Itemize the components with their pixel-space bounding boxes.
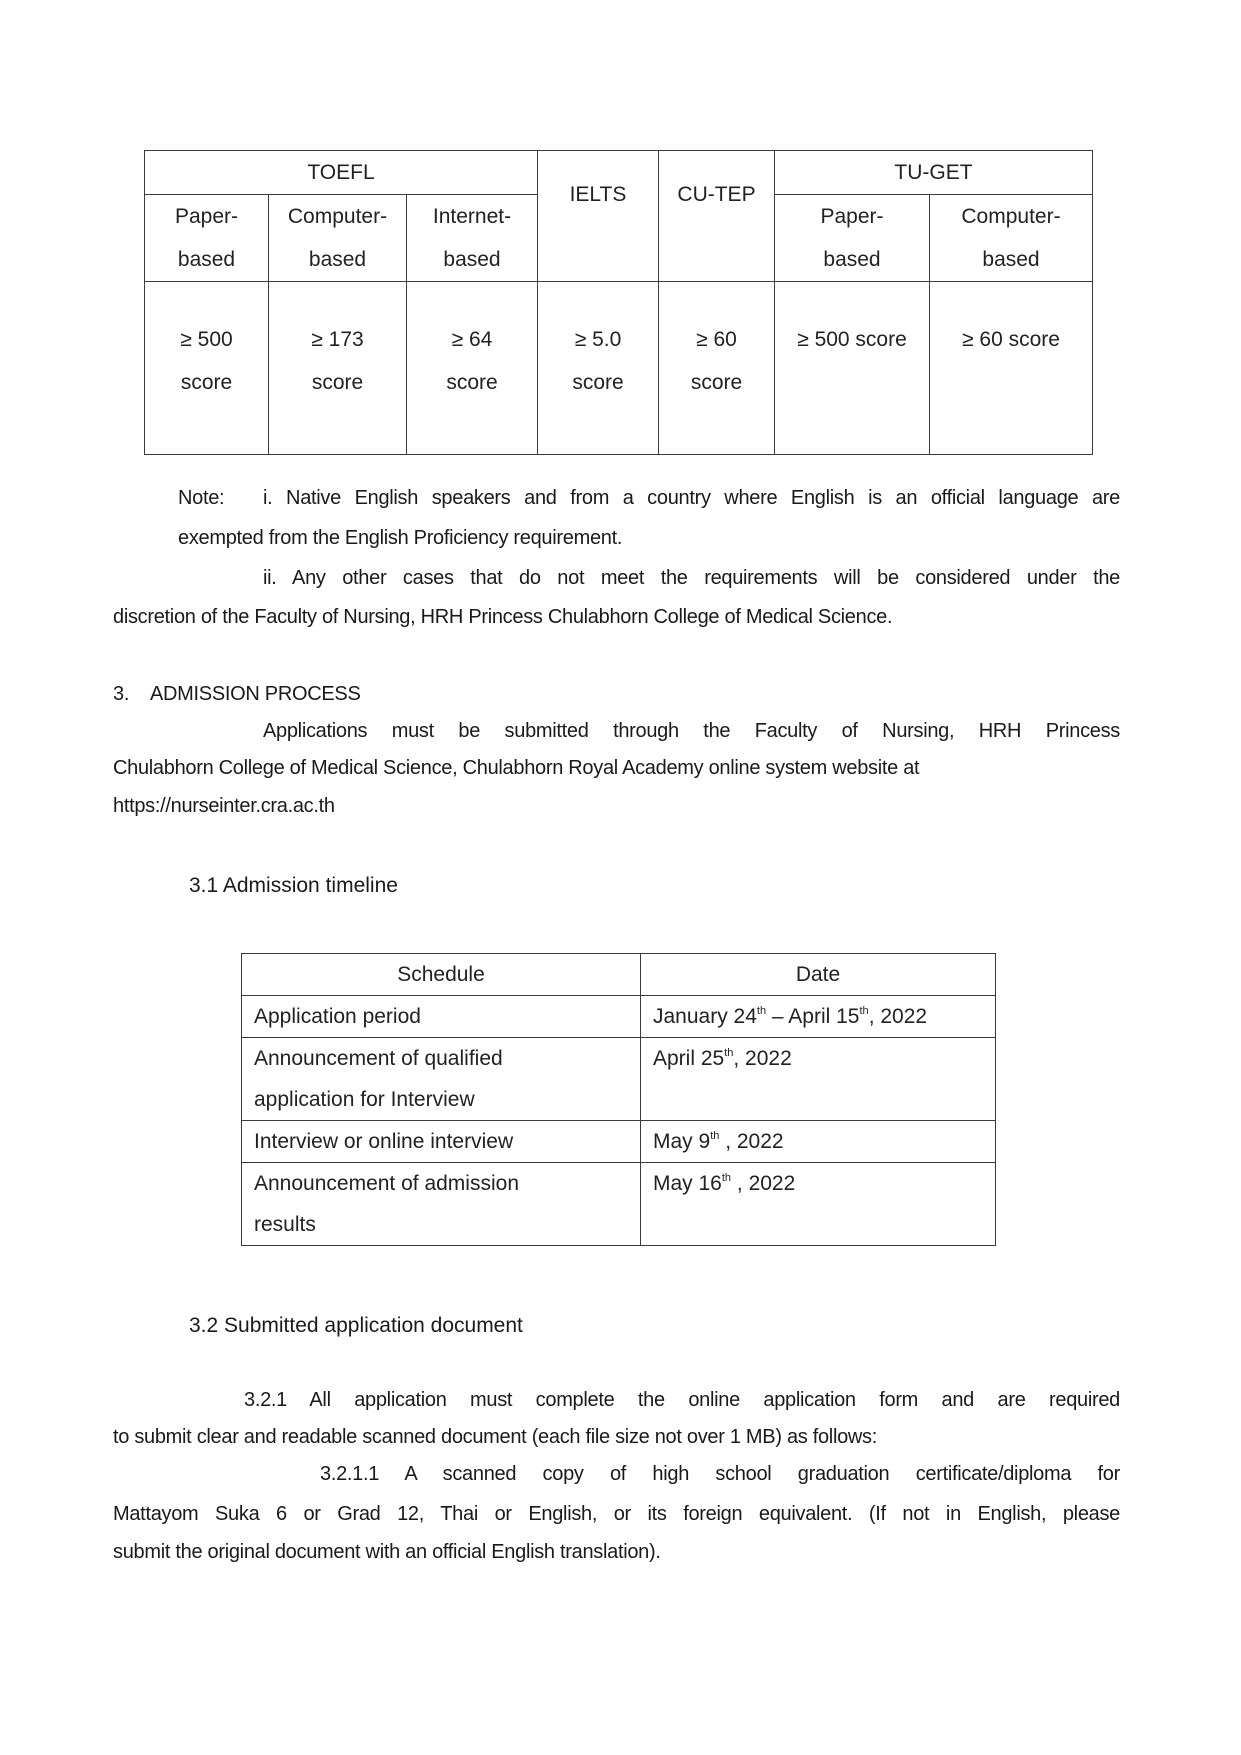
section-3-1-title: 3.1 Admission timeline: [189, 874, 398, 897]
note-item-2-line-1: ii. Any other cases that do not meet the requirements will be considered under the: [263, 567, 1120, 589]
toefl-paper-header: Paper- based: [145, 195, 269, 282]
ielts-score: ≥ 5.0 score: [538, 282, 659, 455]
tuget-paper-header: Paper- based: [775, 195, 930, 282]
toefl-computer-header: Computer- based: [269, 195, 407, 282]
english-score-table: [144, 150, 1093, 455]
schedule-header: Schedule: [242, 954, 641, 996]
cutep-score: ≥ 60 score: [659, 282, 775, 455]
tuget-computer-header: Computer- based: [930, 195, 1093, 282]
date-cell: May 16th , 2022: [641, 1163, 996, 1246]
tuget-paper-score: ≥ 500 score: [775, 282, 930, 455]
schedule-cell: Application period: [242, 996, 641, 1038]
tuget-header: TU-GET: [775, 151, 1093, 195]
schedule-cell: Announcement of admission results: [242, 1163, 641, 1246]
ielts-header: IELTS: [538, 151, 659, 282]
schedule-cell: Announcement of qualified application for Interview: [242, 1038, 641, 1121]
timeline-row: [242, 996, 996, 1038]
note-item-1-line-2: exempted from the English Proficiency requirement.: [178, 527, 623, 549]
note-item-1-line-1: i. Native English speakers and from a country where English is an official language are: [263, 487, 1120, 509]
section-3-title: ADMISSION PROCESS: [150, 683, 361, 705]
toefl-header: TOEFL: [145, 151, 538, 195]
para-3-2-1-line-2: to submit clear and readable scanned document (each file size not over 1 MB) as follows:: [113, 1426, 878, 1448]
toefl-internet-score: ≥ 64 score: [407, 282, 538, 455]
note-item-2-line-2: discretion of the Faculty of Nursing, HRH Princess Chulabhorn College of Medical Science.: [113, 606, 893, 628]
toefl-internet-header: Internet- based: [407, 195, 538, 282]
section-3-2-title: 3.2 Submitted application document: [189, 1314, 523, 1337]
admission-timeline-table: [241, 953, 996, 1246]
date-header: Date: [641, 954, 996, 996]
para-3-2-1-1-line-3: submit the original document with an official English translation).: [113, 1541, 661, 1563]
toefl-paper-score: ≥ 500 score: [145, 282, 269, 455]
toefl-computer-score: ≥ 173 score: [269, 282, 407, 455]
timeline-row: [242, 1121, 996, 1163]
timeline-row: [242, 1038, 996, 1121]
para-3-2-1-1-line-1: 3.2.1.1 A scanned copy of high school graduation certificate/diploma for: [320, 1463, 1120, 1485]
schedule-cell: Interview or online interview: [242, 1121, 641, 1163]
timeline-row: [242, 1163, 996, 1246]
section-3-number: 3.: [113, 683, 130, 705]
para-3-2-1-1-line-2: Mattayom Suka 6 or Grad 12, Thai or English, or its foreign equivalent. (If not in English, please: [113, 1503, 1120, 1525]
date-cell: January 24th – April 15th, 2022: [641, 996, 996, 1038]
admission-website-link[interactable]: https://nurseinter.cra.ac.th: [113, 795, 335, 817]
cutep-header: CU-TEP: [659, 151, 775, 282]
section-3-para-line-1: Applications must be submitted through the Faculty of Nursing, HRH Princess: [263, 720, 1120, 742]
tuget-computer-score: ≥ 60 score: [930, 282, 1093, 455]
note-label: Note:: [178, 487, 225, 509]
section-3-para-line-2: Chulabhorn College of Medical Science, Chulabhorn Royal Academy online system website at: [113, 757, 920, 779]
para-3-2-1-line-1: 3.2.1 All application must complete the online application form and are required: [244, 1389, 1120, 1411]
date-cell: April 25th, 2022: [641, 1038, 996, 1121]
date-cell: May 9th , 2022: [641, 1121, 996, 1163]
